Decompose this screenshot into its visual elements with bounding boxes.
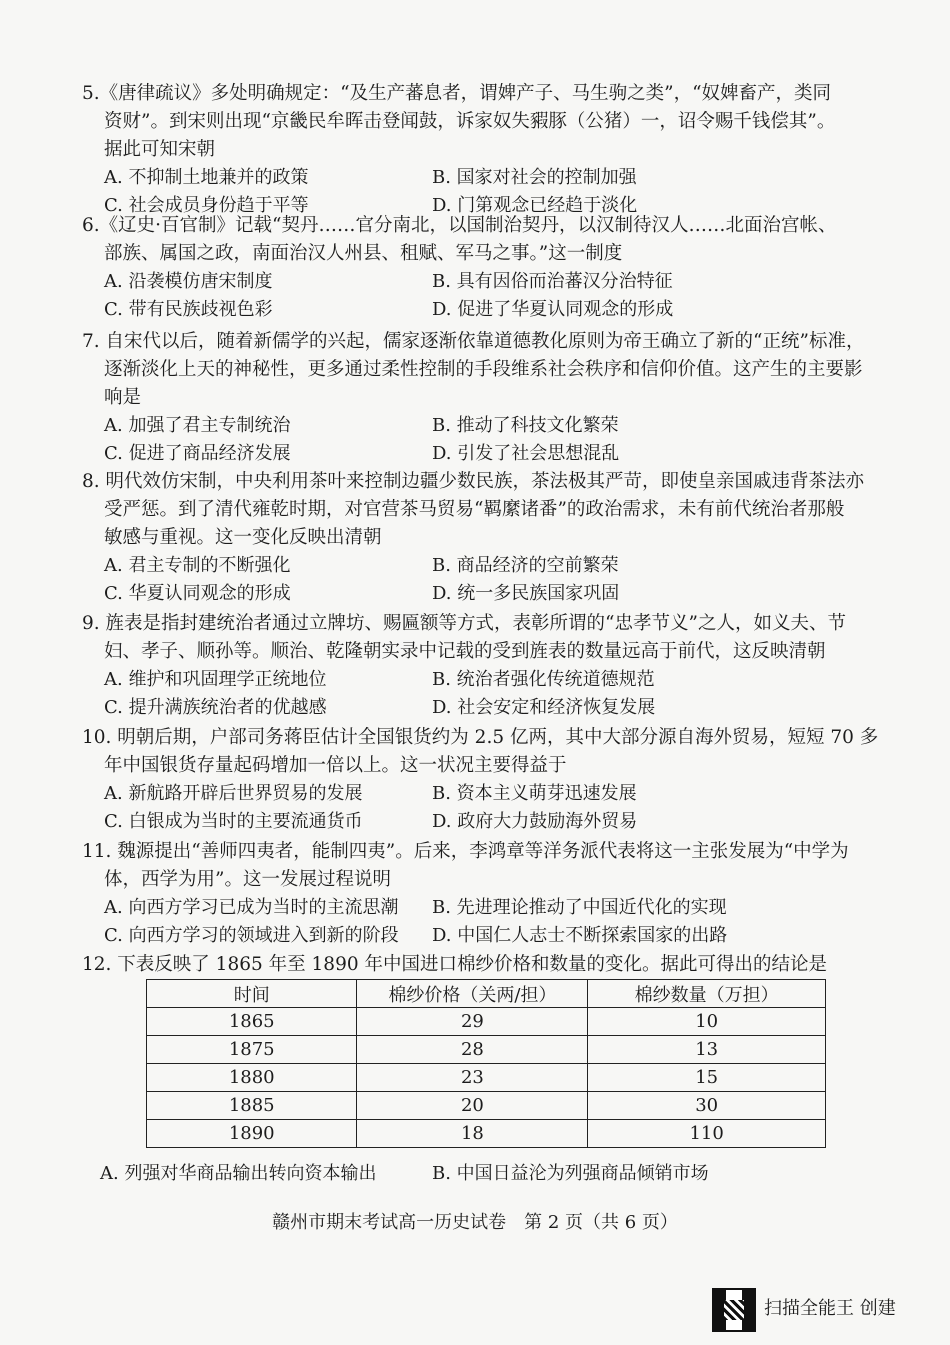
cotton-yarn-table xyxy=(146,979,826,1148)
question-11 xyxy=(82,838,882,950)
question-12-options xyxy=(82,1160,882,1188)
option-b: B. 商品经济的空前繁荣 xyxy=(432,555,619,576)
options-row xyxy=(82,440,882,468)
option-a: A. 沿袭模仿唐宋制度 xyxy=(104,271,273,292)
question-9 xyxy=(82,610,882,722)
question-text-line: 体，西学为用”。这一发展过程说明 xyxy=(104,869,391,890)
question-6 xyxy=(82,212,882,324)
table-header-cell: 棉纱价格（关两/担） xyxy=(357,980,588,1008)
table-row xyxy=(147,1092,826,1120)
table-cell: 13 xyxy=(588,1036,826,1064)
option-d: D. 促进了华夏认同观念的形成 xyxy=(432,299,674,320)
option-b: B. 推动了科技文化繁荣 xyxy=(432,415,619,436)
table-header-cell: 棉纱数量（万担） xyxy=(588,980,826,1008)
option-a: A. 君主专制的不断强化 xyxy=(104,555,291,576)
table-header-row xyxy=(147,980,826,1008)
table-cell: 28 xyxy=(357,1036,588,1064)
options-row xyxy=(82,296,882,324)
options-row xyxy=(82,268,882,296)
option-c: C. 提升满族统治者的优越感 xyxy=(104,697,327,718)
table-cell: 20 xyxy=(357,1092,588,1120)
question-5 xyxy=(82,80,882,220)
question-10 xyxy=(82,724,882,836)
option-c: C. 促进了商品经济发展 xyxy=(104,443,291,464)
option-b: B. 先进理论推动了中国近代化的实现 xyxy=(432,897,727,918)
option-a: A. 加强了君主专制统治 xyxy=(104,415,291,436)
question-text-line: 9. 旌表是指封建统治者通过立牌坊、赐匾额等方式，表彰所谓的“忠孝节义”之人，如义夫、节 xyxy=(82,613,846,634)
table-row xyxy=(147,1120,826,1148)
page-footer: 赣州市期末考试高一历史试卷 第 2 页（共 6 页） xyxy=(272,1212,678,1233)
option-c: C. 社会成员身份趋于平等 xyxy=(104,195,309,216)
qr-code-icon xyxy=(712,1288,756,1332)
table-cell: 23 xyxy=(357,1064,588,1092)
option-d: D. 引发了社会思想混乱 xyxy=(432,443,620,464)
option-a: A. 向西方学习已成为当时的主流思潮 xyxy=(104,897,399,918)
option-b: B. 中国日益沦为列强商品倾销市场 xyxy=(432,1163,709,1184)
options-row xyxy=(82,808,882,836)
option-d: D. 中国仁人志士不断探索国家的出路 xyxy=(432,925,728,946)
option-b: B. 国家对社会的控制加强 xyxy=(432,167,637,188)
question-text-line: 6.《辽史·百官制》记载“契丹……官分南北，以国制治契丹，以汉制待汉人……北面治宫帐、 xyxy=(82,215,837,236)
table-cell: 110 xyxy=(588,1120,826,1148)
question-8 xyxy=(82,468,882,608)
question-text-line: 响是 xyxy=(104,387,142,408)
question-text-line: 逐渐淡化上天的神秘性，更多通过柔性控制的手段维系社会秩序和信仰价值。这产生的主要影 xyxy=(104,359,863,380)
options-row xyxy=(82,580,882,608)
table-cell: 10 xyxy=(588,1008,826,1036)
option-b: B. 具有因俗而治蕃汉分治特征 xyxy=(432,271,673,292)
option-a: A. 不抑制土地兼并的政策 xyxy=(104,167,309,188)
options-row xyxy=(82,922,882,950)
options-row xyxy=(82,894,882,922)
options-row xyxy=(82,552,882,580)
options-row xyxy=(82,694,882,722)
question-text-line: 妇、孝子、顺孙等。顺治、乾隆朝实录中记载的受到旌表的数量远高于前代，这反映清朝 xyxy=(104,641,826,662)
question-text-line: 7. 自宋代以后，随着新儒学的兴起，儒家逐渐依靠道德教化原则为帝王确立了新的“正统”标准， xyxy=(82,331,865,352)
options-row xyxy=(82,164,882,192)
option-c: C. 华夏认同观念的形成 xyxy=(104,583,291,604)
option-b: B. 统治者强化传统道德规范 xyxy=(432,669,655,690)
options-row xyxy=(82,780,882,808)
option-c: C. 带有民族歧视色彩 xyxy=(104,299,273,320)
table-cell: 15 xyxy=(588,1064,826,1092)
question-7 xyxy=(82,328,882,468)
option-c: C. 白银成为当时的主要流通货币 xyxy=(104,811,363,832)
scanner-watermark: 扫描全能王 创建 xyxy=(764,1298,896,1319)
table-cell: 1875 xyxy=(147,1036,357,1064)
question-text-line: 受严惩。到了清代雍乾时期，对官营茶马贸易“羁縻诸番”的政治需求，未有前代统治者那般 xyxy=(104,499,845,520)
option-d: D. 社会安定和经济恢复发展 xyxy=(432,697,656,718)
table-cell: 1865 xyxy=(147,1008,357,1036)
question-text-line: 据此可知宋朝 xyxy=(104,139,216,160)
question-text-line: 11. 魏源提出“善师四夷者，能制四夷”。后来，李鸿章等洋务派代表将这一主张发展为“中学为 xyxy=(82,841,849,862)
option-b: B. 资本主义萌芽迅速发展 xyxy=(432,783,637,804)
options-row xyxy=(82,666,882,694)
question-text-line: 5.《唐律疏议》多处明确规定：“及生产蕃息者，谓婢产子、马生驹之类”，“奴婢畜产，类同 xyxy=(82,83,832,104)
option-c: C. 向西方学习的领域进入到新的阶段 xyxy=(104,925,399,946)
options-row xyxy=(82,412,882,440)
option-d: D. 统一多民族国家巩固 xyxy=(432,583,620,604)
table-row xyxy=(147,1008,826,1036)
question-text-line: 10. 明朝后期，户部司务蒋臣估计全国银货约为 2.5 亿两，其中大部分源自海外贸易，短短 70 多 xyxy=(82,727,879,748)
question-text-line: 部族、属国之政，南面治汉人州县、租赋、军马之事。”这一制度 xyxy=(104,243,623,264)
question-text-line: 资财”。到宋则出现“京畿民牟晖击登闻鼓，诉家奴失豭豚（公猪）一，诏令赐千钱偿其”。 xyxy=(104,111,836,132)
option-a: A. 新航路开辟后世界贸易的发展 xyxy=(104,783,363,804)
table-row xyxy=(147,1036,826,1064)
table-row xyxy=(147,1064,826,1092)
option-a: A. 维护和巩固理学正统地位 xyxy=(104,669,327,690)
table-cell: 1880 xyxy=(147,1064,357,1092)
table-cell: 29 xyxy=(357,1008,588,1036)
question-12 xyxy=(82,951,882,979)
table-cell: 18 xyxy=(357,1120,588,1148)
question-text-line: 敏感与重视。这一变化反映出清朝 xyxy=(104,527,382,548)
question-text-line: 8. 明代效仿宋制，中央利用茶叶来控制边疆少数民族，茶法极其严苛，即使皇亲国戚违背茶法亦 xyxy=(82,471,865,492)
table-cell: 1885 xyxy=(147,1092,357,1120)
table-header-cell: 时间 xyxy=(147,980,357,1008)
options-row xyxy=(82,1160,882,1188)
option-d: D. 门第观念已经趋于淡化 xyxy=(432,195,638,216)
question-text-line: 年中国银货存量起码增加一倍以上。这一状况主要得益于 xyxy=(104,755,567,776)
question-text-line: 12. 下表反映了 1865 年至 1890 年中国进口棉纱价格和数量的变化。据此可得出的结论是 xyxy=(82,954,827,975)
option-a: A. 列强对华商品输出转向资本输出 xyxy=(100,1163,377,1184)
table-cell: 30 xyxy=(588,1092,826,1120)
option-d: D. 政府大力鼓励海外贸易 xyxy=(432,811,638,832)
table-cell: 1890 xyxy=(147,1120,357,1148)
